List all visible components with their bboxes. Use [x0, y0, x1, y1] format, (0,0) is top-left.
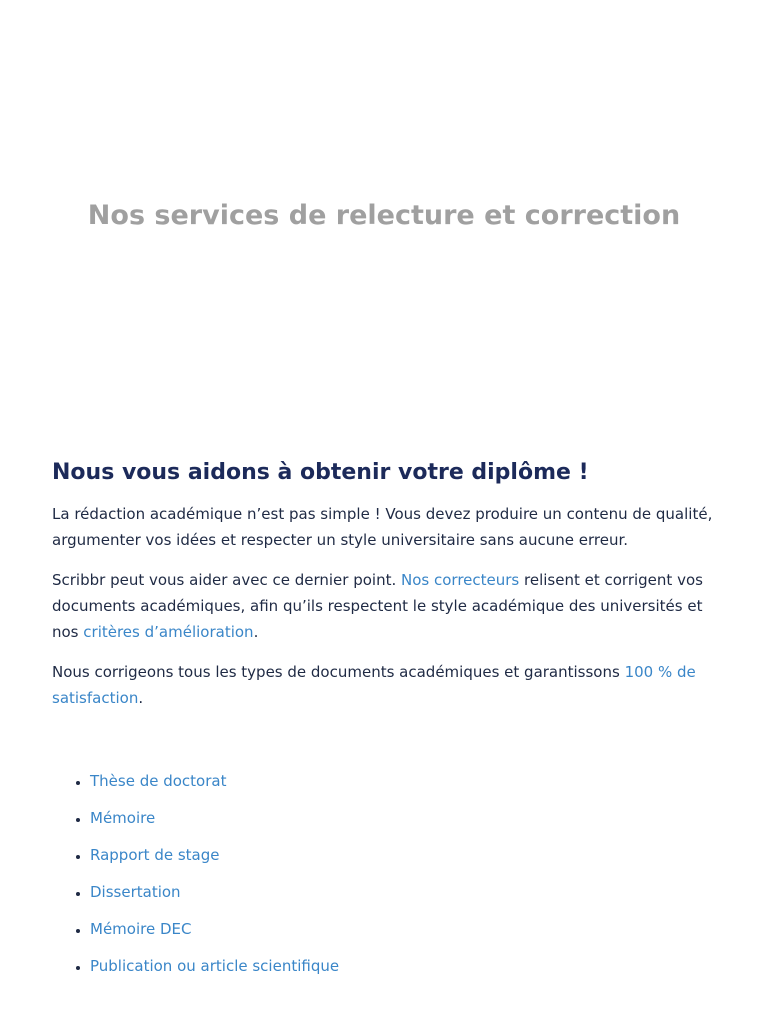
nos-correcteurs-link[interactable]: Nos correcteurs	[401, 571, 520, 589]
paragraph-text: .	[138, 689, 144, 707]
paragraph-text: relisent et corrigent vos documents académiques, afin qu’ils respectent le style académique des universités et nos	[52, 571, 703, 641]
list-item	[90, 882, 722, 902]
service-link-publication[interactable]: Publication ou article scientifique	[90, 957, 340, 975]
service-link-memoire-dec[interactable]: Mémoire DEC	[90, 920, 192, 938]
correcteurs-paragraph	[52, 567, 722, 645]
intro-section	[52, 455, 722, 993]
service-link-rapport-stage[interactable]: Rapport de stage	[90, 846, 220, 864]
service-link-dissertation[interactable]: Dissertation	[90, 883, 181, 901]
paragraph-text: Nous corrigeons tous les types de documents académiques et garantissons	[52, 663, 625, 681]
intro-paragraph: La rédaction académique n’est pas simple ! Vous devez produire un contenu de qualité, argumenter vos idées et respecter un style universitaire sans aucune erreur.	[52, 505, 713, 549]
services-list	[52, 771, 722, 976]
list-item	[90, 956, 722, 976]
list-item	[90, 808, 722, 828]
satisfaction-paragraph	[52, 659, 722, 711]
satisfaction-link[interactable]: 100 % de satisfaction	[52, 663, 696, 707]
paragraph-text: Scribbr peut vous aider avec ce dernier point.	[52, 571, 402, 589]
service-link-memoire[interactable]: Mémoire	[90, 809, 156, 827]
list-item	[90, 771, 722, 791]
paragraph-text: .	[253, 623, 259, 641]
service-link-these[interactable]: Thèse de doctorat	[90, 772, 227, 790]
section-heading: Nous vous aidons à obtenir votre diplôme !	[52, 460, 589, 485]
list-item	[90, 919, 722, 939]
list-item	[90, 845, 722, 865]
criteres-amelioration-link[interactable]: critères d’amélioration	[83, 623, 254, 641]
hero-title: Nos services de relecture et correction	[87, 200, 681, 231]
